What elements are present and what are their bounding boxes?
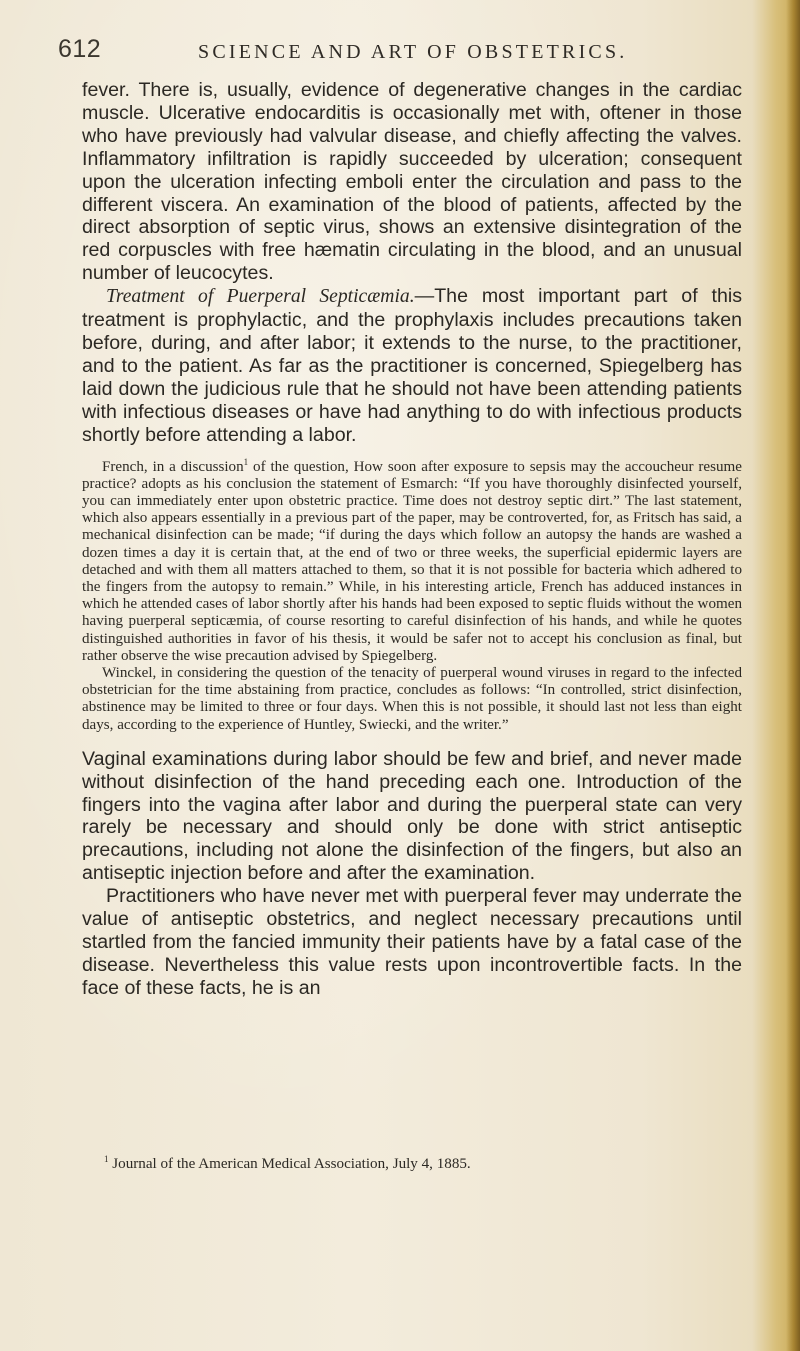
french-text-start: French, in a discussion [102,458,244,475]
page-number: 612 [58,35,102,63]
page-header [58,35,740,77]
treatment-heading: Treatment of Puerperal Septicæmia. [106,286,415,308]
paragraph-treatment [82,285,742,446]
french-text-rest: of the question, How soon after exposure to sepsis may the accoucheur resume practice? adopts as his conclusion the statement of Esmarch: “If you have thoroughly disinfected yourself, you can immediately enter upon obstetric practice. Time does not destroy septic dirt.” The last statement, which also appears essentially in a previous part of the paper, may be controverted, for, as Fritsch has said, a mechanical disinfection can be made; “if during the days which follow an autopsy the hands are washed a dozen times a day it is certain that, at the end of two or three weeks, the superficial epidermic layers are detached and with them all matters attached to them, so that it is not possible for bacteria which adhered to the fingers from the autopsy to remain.” While, in his interesting article, French has adduced instances in which he attended cases of labor shortly after his hands had been exposed to septic fluids without the women having puerperal septicæmia, of course resorting to careful disinfection of his hands, and while he quotes distinguished authorities in favor of his thesis, it would be safer not to accept his conclusion as final, but rather observe the wise precaution advised by Spiegelberg. [82,458,742,664]
running-head: SCIENCE AND ART OF OBSTETRICS. [198,41,628,63]
footnote-marker: 1 [104,1153,109,1164]
quoted-discussion-block [82,456,742,734]
footnote-text: Journal of the American Medical Association, July 4, 1885. [108,1156,471,1172]
paragraph-french [82,456,742,665]
page-edge [786,0,800,1351]
closing-paragraphs [82,748,742,1000]
treatment-text: —The most important part of this treatment is prophylactic, and the prophylaxis includes precautions taken before, during, and after labor; it extends to the nurse, to the practitioner, and to the patient. As far as the practitioner is concerned, Spiegelberg has laid down the judicious rule that he should not have been attending patients with infectious diseases or have had anything to do with infectious products shortly before attending a labor. [82,285,742,446]
footnote [82,1155,764,1173]
paragraph-fever: fever. There is, usually, evidence of degenerative changes in the cardiac muscle. Ulcerative endocarditis is occasionally met with, oftener in those who have previously had valvular disease, and chiefly affecting the valves. Inflammatory infiltration is rapidly succeeded by ulceration; consequent upon the ulceration infecting emboli enter the circulation and pass to the different viscera. An examination of the blood of patients, affected by the direct absorption of septic virus, shows an extensive disintegration of the red corpuscles with free hæmatin circulating in the blood, and an unusual number of leucocytes. [82,79,742,285]
paragraph-vaginal-examinations: Vaginal examinations during labor should be few and brief, and never made without disinfection of the hand preceding each one. Introduction of the fingers into the vagina after labor and during the puerperal state can very rarely be necessary and should only be done with strict antiseptic precautions, including not alone the disinfection of the fingers, but also an antiseptic injection before and after the examination. [82,747,742,885]
paragraph-practitioners: Practitioners who have never met with puerperal fever may underrate the value of antiseptic obstetrics, and neglect necessary precautions until startled from the fancied immunity their patients have by a fatal case of the disease. Nevertheless this value rests upon incontrovertible facts. In the face of these facts, he is an [82,885,742,999]
footnote-reference: 1 [243,456,249,467]
paragraph-winckel: Winckel, in considering the question of the tenacity of puerperal wound viruses in regard to the infected obstetrician for the time abstaining from practice, concludes as follows: “In controlled, strict disinfection, abstinence may be limited to three or four days. When this is not possible, it should last not less than eight days, according to the experience of Huntley, Swiecki, and the writer.” [82,664,742,733]
text-block [82,79,742,1172]
